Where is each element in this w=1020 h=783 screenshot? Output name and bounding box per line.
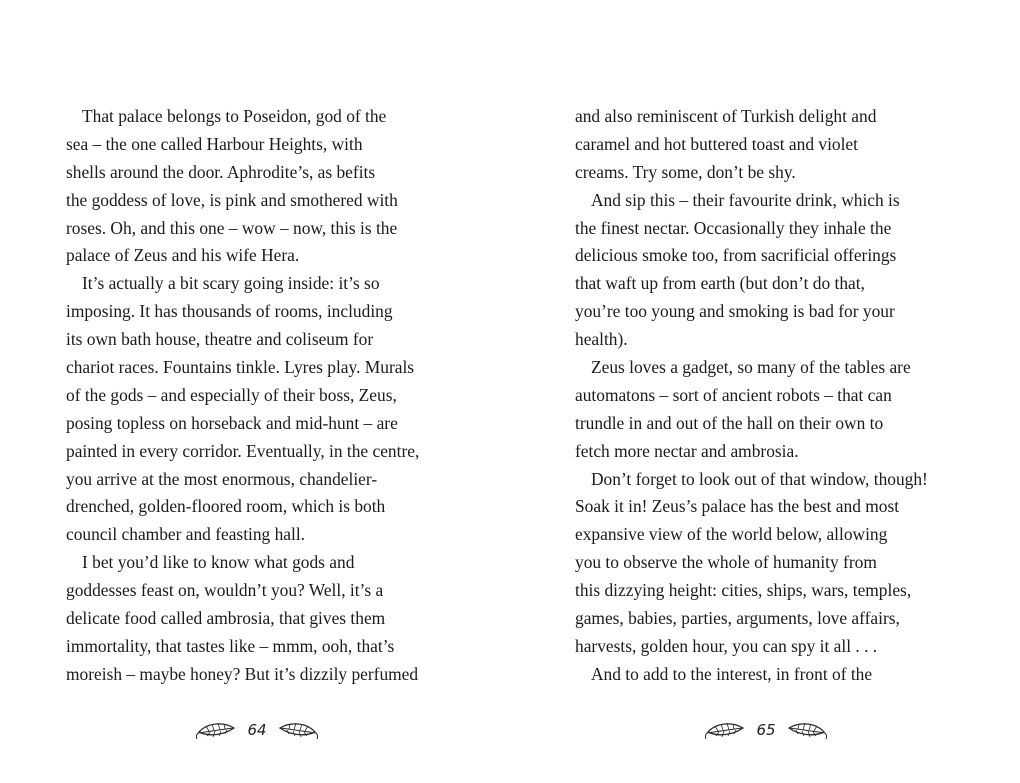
text-line: painted in every corridor. Eventually, in the centre, (66, 440, 420, 461)
left-page-footer (196, 714, 318, 746)
text-line: And sip this – their favourite drink, which is (591, 189, 900, 210)
text-line: palace of Zeus and his wife Hera. (66, 245, 300, 266)
text-line: of the gods – and especially of their boss, Zeus, (66, 384, 397, 405)
text-line: imposing. It has thousands of rooms, including (66, 301, 393, 322)
text-line: And to add to the interest, in front of the (591, 663, 873, 684)
text-line: It’s actually a bit scary going inside: it’s so (82, 273, 380, 294)
text-line: this dizzying height: cities, ships, wars, temples, (575, 580, 912, 601)
text-line: you to observe the whole of humanity from (575, 552, 877, 573)
text-line: and also reminiscent of Turkish delight and (575, 106, 877, 126)
right-page-body (575, 103, 955, 689)
text-line: you’re too young and smoking is bad for your (575, 301, 895, 322)
text-line: immortality, that tastes like – mmm, ooh, that’s (66, 635, 395, 656)
page-number: 65 (756, 721, 776, 739)
left-page-body (66, 103, 446, 689)
text-line: health). (575, 329, 628, 350)
feather-icon (196, 719, 236, 741)
text-line: trundle in and out of the hall on their own to (575, 412, 884, 433)
text-line: the goddess of love, is pink and smothered with (66, 189, 398, 210)
text-line: goddesses feast on, wouldn’t you? Well, it’s a (66, 580, 384, 601)
text-line: delicious smoke too, from sacrificial offerings (575, 245, 897, 266)
right-page-footer (705, 714, 827, 746)
text-line: harvests, golden hour, you can spy it all . . . (575, 635, 878, 656)
text-line: chariot races. Fountains tinkle. Lyres play. Murals (66, 357, 415, 378)
text-line: Zeus loves a gadget, so many of the tables are (591, 357, 911, 378)
text-line: drenched, golden-floored room, which is both (66, 496, 386, 517)
feather-icon (705, 719, 745, 741)
text-line: expansive view of the world below, allowing (575, 524, 888, 545)
text-line: caramel and hot buttered toast and violet (575, 133, 858, 154)
text-line: council chamber and feasting hall. (66, 524, 306, 545)
text-line: shells around the door. Aphrodite’s, as befits (66, 161, 376, 182)
text-line: That palace belongs to Poseidon, god of the (82, 106, 387, 126)
text-line: creams. Try some, don’t be shy. (575, 161, 796, 182)
text-line: Don’t forget to look out of that window, though! (591, 468, 928, 489)
text-line: the finest nectar. Occasionally they inhale the (575, 217, 892, 238)
feather-icon (278, 719, 318, 741)
text-line: posing topless on horseback and mid-hunt – are (66, 412, 398, 433)
text-line: that waft up from earth (but don’t do that, (575, 273, 865, 294)
text-line: sea – the one called Harbour Heights, with (66, 133, 363, 154)
text-line: Soak it in! Zeus’s palace has the best and most (575, 496, 900, 517)
text-line: delicate food called ambrosia, that gives them (66, 608, 386, 629)
feather-icon (787, 719, 827, 741)
text-line: you arrive at the most enormous, chandelier- (66, 468, 378, 489)
text-line: fetch more nectar and ambrosia. (575, 440, 799, 461)
text-line: games, babies, parties, arguments, love affairs, (575, 608, 900, 629)
text-line: automatons – sort of ancient robots – that can (575, 384, 892, 405)
text-line: moreish – maybe honey? But it’s dizzily perfumed (66, 663, 419, 684)
text-line: I bet you’d like to know what gods and (82, 552, 355, 573)
page-number: 64 (247, 721, 267, 739)
text-line: roses. Oh, and this one – wow – now, this is the (66, 217, 398, 238)
text-line: its own bath house, theatre and coliseum for (66, 329, 374, 350)
